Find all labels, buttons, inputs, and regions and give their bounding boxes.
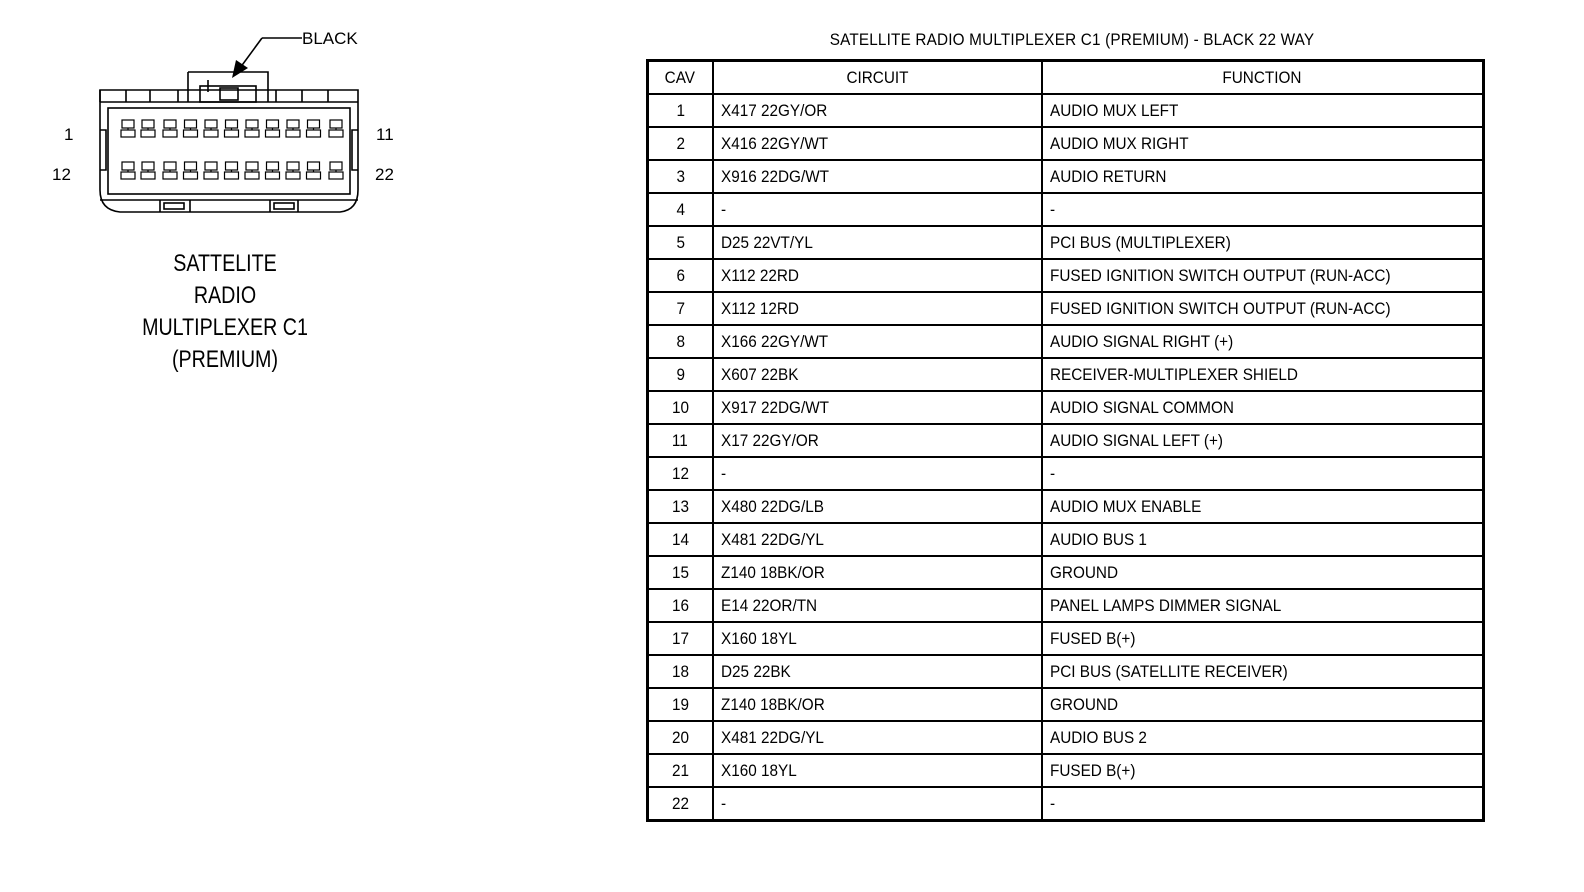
function-cell: AUDIO RETURN — [1042, 160, 1484, 193]
cav-cell: 15 — [648, 556, 713, 589]
circuit-cell: X917 22DG/WT — [713, 391, 1042, 424]
table-row — [648, 160, 1484, 193]
circuit-cell: - — [713, 787, 1042, 821]
pin-cavity — [245, 162, 259, 179]
cav-cell: 1 — [648, 94, 713, 127]
pin-cavity — [121, 120, 135, 137]
pin-cavity — [225, 120, 239, 137]
cav-cell: 21 — [648, 754, 713, 787]
pin-cavity — [204, 162, 218, 179]
function-cell: RECEIVER-MULTIPLEXER SHIELD — [1042, 358, 1484, 391]
function-cell: PCI BUS (MULTIPLEXER) — [1042, 226, 1484, 259]
pin-cavity — [204, 120, 218, 137]
pin-cavity — [184, 162, 198, 179]
pinout-table — [646, 59, 1485, 822]
pin-cavity — [163, 120, 177, 137]
table-row — [648, 193, 1484, 226]
circuit-cell: X481 22DG/YL — [713, 721, 1042, 754]
connector-name-line: RADIO — [193, 282, 257, 309]
table-header-row — [648, 61, 1484, 95]
function-cell: AUDIO MUX LEFT — [1042, 94, 1484, 127]
cav-cell: 19 — [648, 688, 713, 721]
function-cell: - — [1042, 787, 1484, 821]
function-cell: PCI BUS (SATELLITE RECEIVER) — [1042, 655, 1484, 688]
function-cell: - — [1042, 193, 1484, 226]
table-row — [648, 391, 1484, 424]
circuit-cell: X160 18YL — [713, 622, 1042, 655]
connector-name-line: MULTIPLEXER C1 — [142, 314, 308, 341]
circuit-cell: X166 22GY/WT — [713, 325, 1042, 358]
table-row — [648, 688, 1484, 721]
pin-cavity — [141, 120, 155, 137]
cav-cell: 7 — [648, 292, 713, 325]
circuit-cell: D25 22VT/YL — [713, 226, 1042, 259]
cav-cell: 17 — [648, 622, 713, 655]
cav-cell: 18 — [648, 655, 713, 688]
table-row — [648, 754, 1484, 787]
circuit-cell: Z140 18BK/OR — [713, 556, 1042, 589]
function-cell: AUDIO BUS 2 — [1042, 721, 1484, 754]
circuit-cell: X112 22RD — [713, 259, 1042, 292]
header-function: FUNCTION — [1042, 61, 1484, 95]
connector-name-line: SATTELITE — [173, 250, 277, 277]
table-title: SATELLITE RADIO MULTIPLEXER C1 (PREMIUM) - BLACK 22 WAY — [829, 30, 1315, 49]
pin-cavity — [286, 120, 300, 137]
table-row — [648, 358, 1484, 391]
table-row — [648, 259, 1484, 292]
cav-cell: 6 — [648, 259, 713, 292]
cav-cell: 3 — [648, 160, 713, 193]
pin-cavity — [286, 162, 300, 179]
circuit-cell: Z140 18BK/OR — [713, 688, 1042, 721]
pin-cavity — [266, 120, 280, 137]
function-cell: GROUND — [1042, 688, 1484, 721]
circuit-cell: X481 22DG/YL — [713, 523, 1042, 556]
function-cell: GROUND — [1042, 556, 1484, 589]
pin-cavity — [329, 162, 343, 179]
function-cell: AUDIO BUS 1 — [1042, 523, 1484, 556]
pin-cavity — [329, 120, 343, 137]
circuit-cell: X416 22GY/WT — [713, 127, 1042, 160]
table-row — [648, 424, 1484, 457]
function-cell: AUDIO MUX RIGHT — [1042, 127, 1484, 160]
pin-cavity — [184, 120, 198, 137]
pin-number-1: 1 — [64, 125, 74, 144]
pin-cavity — [163, 162, 177, 179]
table-row — [648, 523, 1484, 556]
table-row — [648, 622, 1484, 655]
function-cell: FUSED B(+) — [1042, 622, 1484, 655]
connector-color-label: BLACK — [302, 29, 358, 48]
cav-cell: 13 — [648, 490, 713, 523]
circuit-cell: - — [713, 193, 1042, 226]
table-row — [648, 292, 1484, 325]
circuit-cell: X112 12RD — [713, 292, 1042, 325]
pin-cavity — [121, 162, 135, 179]
function-cell: FUSED B(+) — [1042, 754, 1484, 787]
cav-cell: 11 — [648, 424, 713, 457]
pin-cavity — [225, 162, 239, 179]
function-cell: AUDIO SIGNAL LEFT (+) — [1042, 424, 1484, 457]
cav-cell: 12 — [648, 457, 713, 490]
table-row — [648, 490, 1484, 523]
function-cell: - — [1042, 457, 1484, 490]
cav-cell: 4 — [648, 193, 713, 226]
pin-number-12: 12 — [52, 165, 71, 184]
circuit-cell: X17 22GY/OR — [713, 424, 1042, 457]
table-row — [648, 94, 1484, 127]
function-cell: PANEL LAMPS DIMMER SIGNAL — [1042, 589, 1484, 622]
circuit-cell: X160 18YL — [713, 754, 1042, 787]
table-row — [648, 127, 1484, 160]
connector-name — [139, 248, 311, 376]
table-row — [648, 721, 1484, 754]
pin-cavity — [266, 162, 280, 179]
circuit-cell: X480 22DG/LB — [713, 490, 1042, 523]
header-circuit: CIRCUIT — [713, 61, 1042, 95]
table-row — [648, 655, 1484, 688]
circuit-cell: - — [713, 457, 1042, 490]
circuit-cell: X417 22GY/OR — [713, 94, 1042, 127]
function-cell: FUSED IGNITION SWITCH OUTPUT (RUN-ACC) — [1042, 259, 1484, 292]
table-row — [648, 556, 1484, 589]
cav-cell: 10 — [648, 391, 713, 424]
pin-number-11: 11 — [376, 125, 394, 144]
cav-cell: 22 — [648, 787, 713, 821]
table-row — [648, 787, 1484, 821]
function-cell: AUDIO MUX ENABLE — [1042, 490, 1484, 523]
cav-cell: 20 — [648, 721, 713, 754]
pin-cavity — [141, 162, 155, 179]
pin-number-22: 22 — [375, 165, 394, 184]
cav-cell: 9 — [648, 358, 713, 391]
pin-cavity — [245, 120, 259, 137]
circuit-cell: D25 22BK — [713, 655, 1042, 688]
function-cell: AUDIO SIGNAL COMMON — [1042, 391, 1484, 424]
table-row — [648, 589, 1484, 622]
cav-cell: 16 — [648, 589, 713, 622]
table-row — [648, 325, 1484, 358]
table-row — [648, 457, 1484, 490]
function-cell: FUSED IGNITION SWITCH OUTPUT (RUN-ACC) — [1042, 292, 1484, 325]
circuit-cell: X607 22BK — [713, 358, 1042, 391]
connector-name-line: (PREMIUM) — [171, 346, 279, 373]
circuit-cell: E14 22OR/TN — [713, 589, 1042, 622]
function-cell: AUDIO SIGNAL RIGHT (+) — [1042, 325, 1484, 358]
cav-cell: 8 — [648, 325, 713, 358]
pin-cavity — [307, 120, 321, 137]
cav-cell: 2 — [648, 127, 713, 160]
table-row — [648, 226, 1484, 259]
header-cav: CAV — [648, 61, 713, 95]
circuit-cell: X916 22DG/WT — [713, 160, 1042, 193]
connector-diagram — [40, 20, 440, 250]
pin-cavity — [307, 162, 321, 179]
cav-cell: 14 — [648, 523, 713, 556]
cav-cell: 5 — [648, 226, 713, 259]
